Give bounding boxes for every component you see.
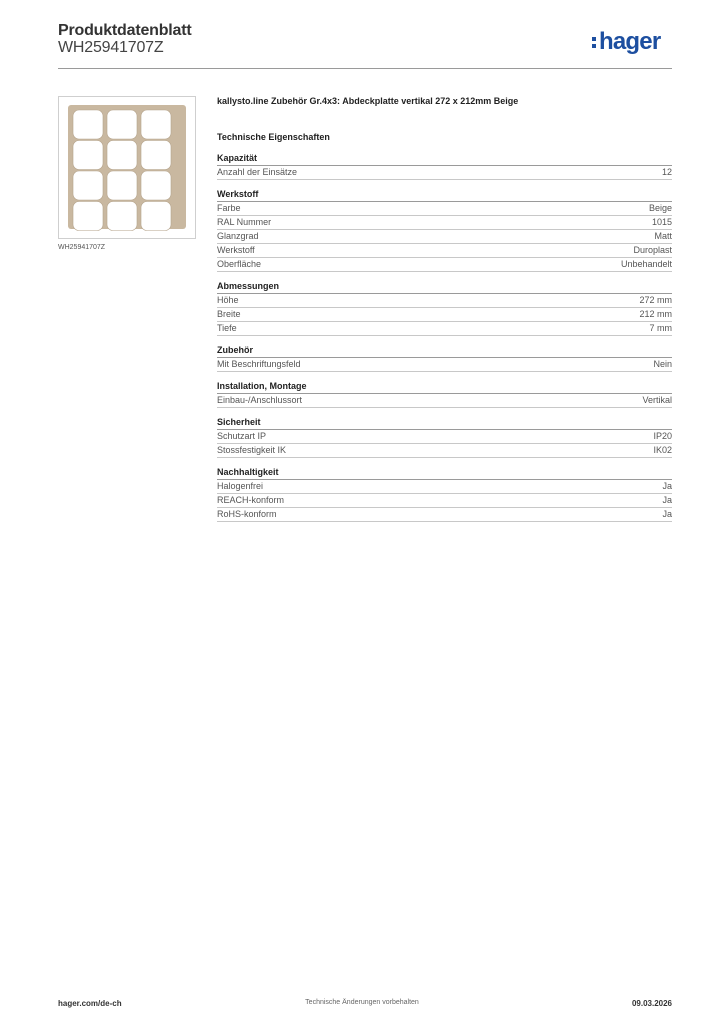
property-value: Duroplast [633,245,672,255]
page-title: Produktdatenblatt [58,22,192,39]
section-title: Abmessungen [217,280,672,294]
property-value: IK02 [653,445,672,455]
property-label: Halogenfrei [217,481,264,491]
plate-opening [73,110,103,139]
property-row [217,508,672,522]
property-value: 212 mm [639,309,672,319]
section-title: Zubehör [217,344,672,358]
property-value: IP20 [653,431,672,441]
property-row [217,394,672,408]
plate-opening [141,171,171,200]
property-row [217,216,672,230]
property-row [217,202,672,216]
property-row [217,322,672,336]
property-value: Ja [662,509,672,519]
property-row [217,230,672,244]
property-label: Farbe [217,203,241,213]
property-sections [217,152,672,522]
property-row [217,430,672,444]
logo-wordmark: hager [599,28,661,55]
property-row [217,494,672,508]
product-image-caption: WH25941707Z [58,244,106,251]
property-value: 12 [661,167,672,177]
article-number: WH25941707Z [58,39,164,56]
plate-opening [73,171,103,200]
property-value: Ja [662,481,672,491]
property-row [217,480,672,494]
property-label: Glanzgrad [217,231,259,241]
product-name: kallysto.line Zubehör Gr.4x3: Abdeckplatte vertikal 272 x 212mm Beige [217,96,519,106]
property-value: 272 mm [639,295,672,305]
property-label: Werkstoff [217,245,255,255]
property-value: Matt [654,231,672,241]
plate-opening [107,141,137,170]
property-section [217,152,672,180]
property-section [217,280,672,336]
property-label: Einbau-/Anschlussort [217,395,303,405]
property-row [217,294,672,308]
property-row [217,308,672,322]
property-label: RAL Nummer [217,217,272,227]
plate-opening [141,202,171,231]
property-value: Nein [653,359,672,369]
property-section [217,344,672,372]
property-value: Vertikal [642,395,672,405]
plate-opening [73,202,103,231]
plate-opening [141,110,171,139]
footer-notice: Technische Änderungen vorbehalten [305,999,419,1006]
property-label: Oberfläche [217,259,262,269]
product-details [217,94,672,522]
property-section [217,380,672,408]
property-label: Höhe [217,295,239,305]
plate-opening [107,171,137,200]
property-value: 7 mm [649,323,672,333]
hager-logo[interactable] [592,28,660,56]
property-label: REACH-konform [217,495,285,505]
logo-colon-mark [592,31,597,53]
plate-opening [107,202,137,231]
plate-opening [73,141,103,170]
section-title: Installation, Montage [217,380,672,394]
property-value: Ja [662,495,672,505]
product-image [58,96,196,239]
property-value: Beige [648,203,672,213]
property-section [217,416,672,458]
property-label: Breite [217,309,241,319]
footer-website-link[interactable]: hager.com/de-ch [58,999,122,1008]
section-title: Kapazität [217,152,672,166]
property-row [217,444,672,458]
property-row [217,358,672,372]
section-title: Sicherheit [217,416,672,430]
section-title: Werkstoff [217,188,672,202]
property-row [217,244,672,258]
property-section [217,466,672,522]
plate-opening [141,141,171,170]
plate-opening [107,110,137,139]
technical-properties-heading: Technische Eigenschaften [217,132,330,142]
property-row [217,258,672,272]
property-value: 1015 [651,217,672,227]
property-value: Unbehandelt [620,259,672,269]
property-label: Stossfestigkeit IK [217,445,287,455]
property-label: Anzahl der Einsätze [217,167,298,177]
footer-date: 09.03.2026 [631,999,672,1008]
cover-plate-illustration [59,97,195,238]
property-label: Mit Beschriftungsfeld [217,359,301,369]
property-label: Schutzart IP [217,431,267,441]
section-title: Nachhaltigkeit [217,466,672,480]
property-section [217,188,672,272]
property-label: Tiefe [217,323,237,333]
property-label: RoHS-konform [217,509,277,519]
property-row [217,166,672,180]
header-divider [58,68,672,69]
